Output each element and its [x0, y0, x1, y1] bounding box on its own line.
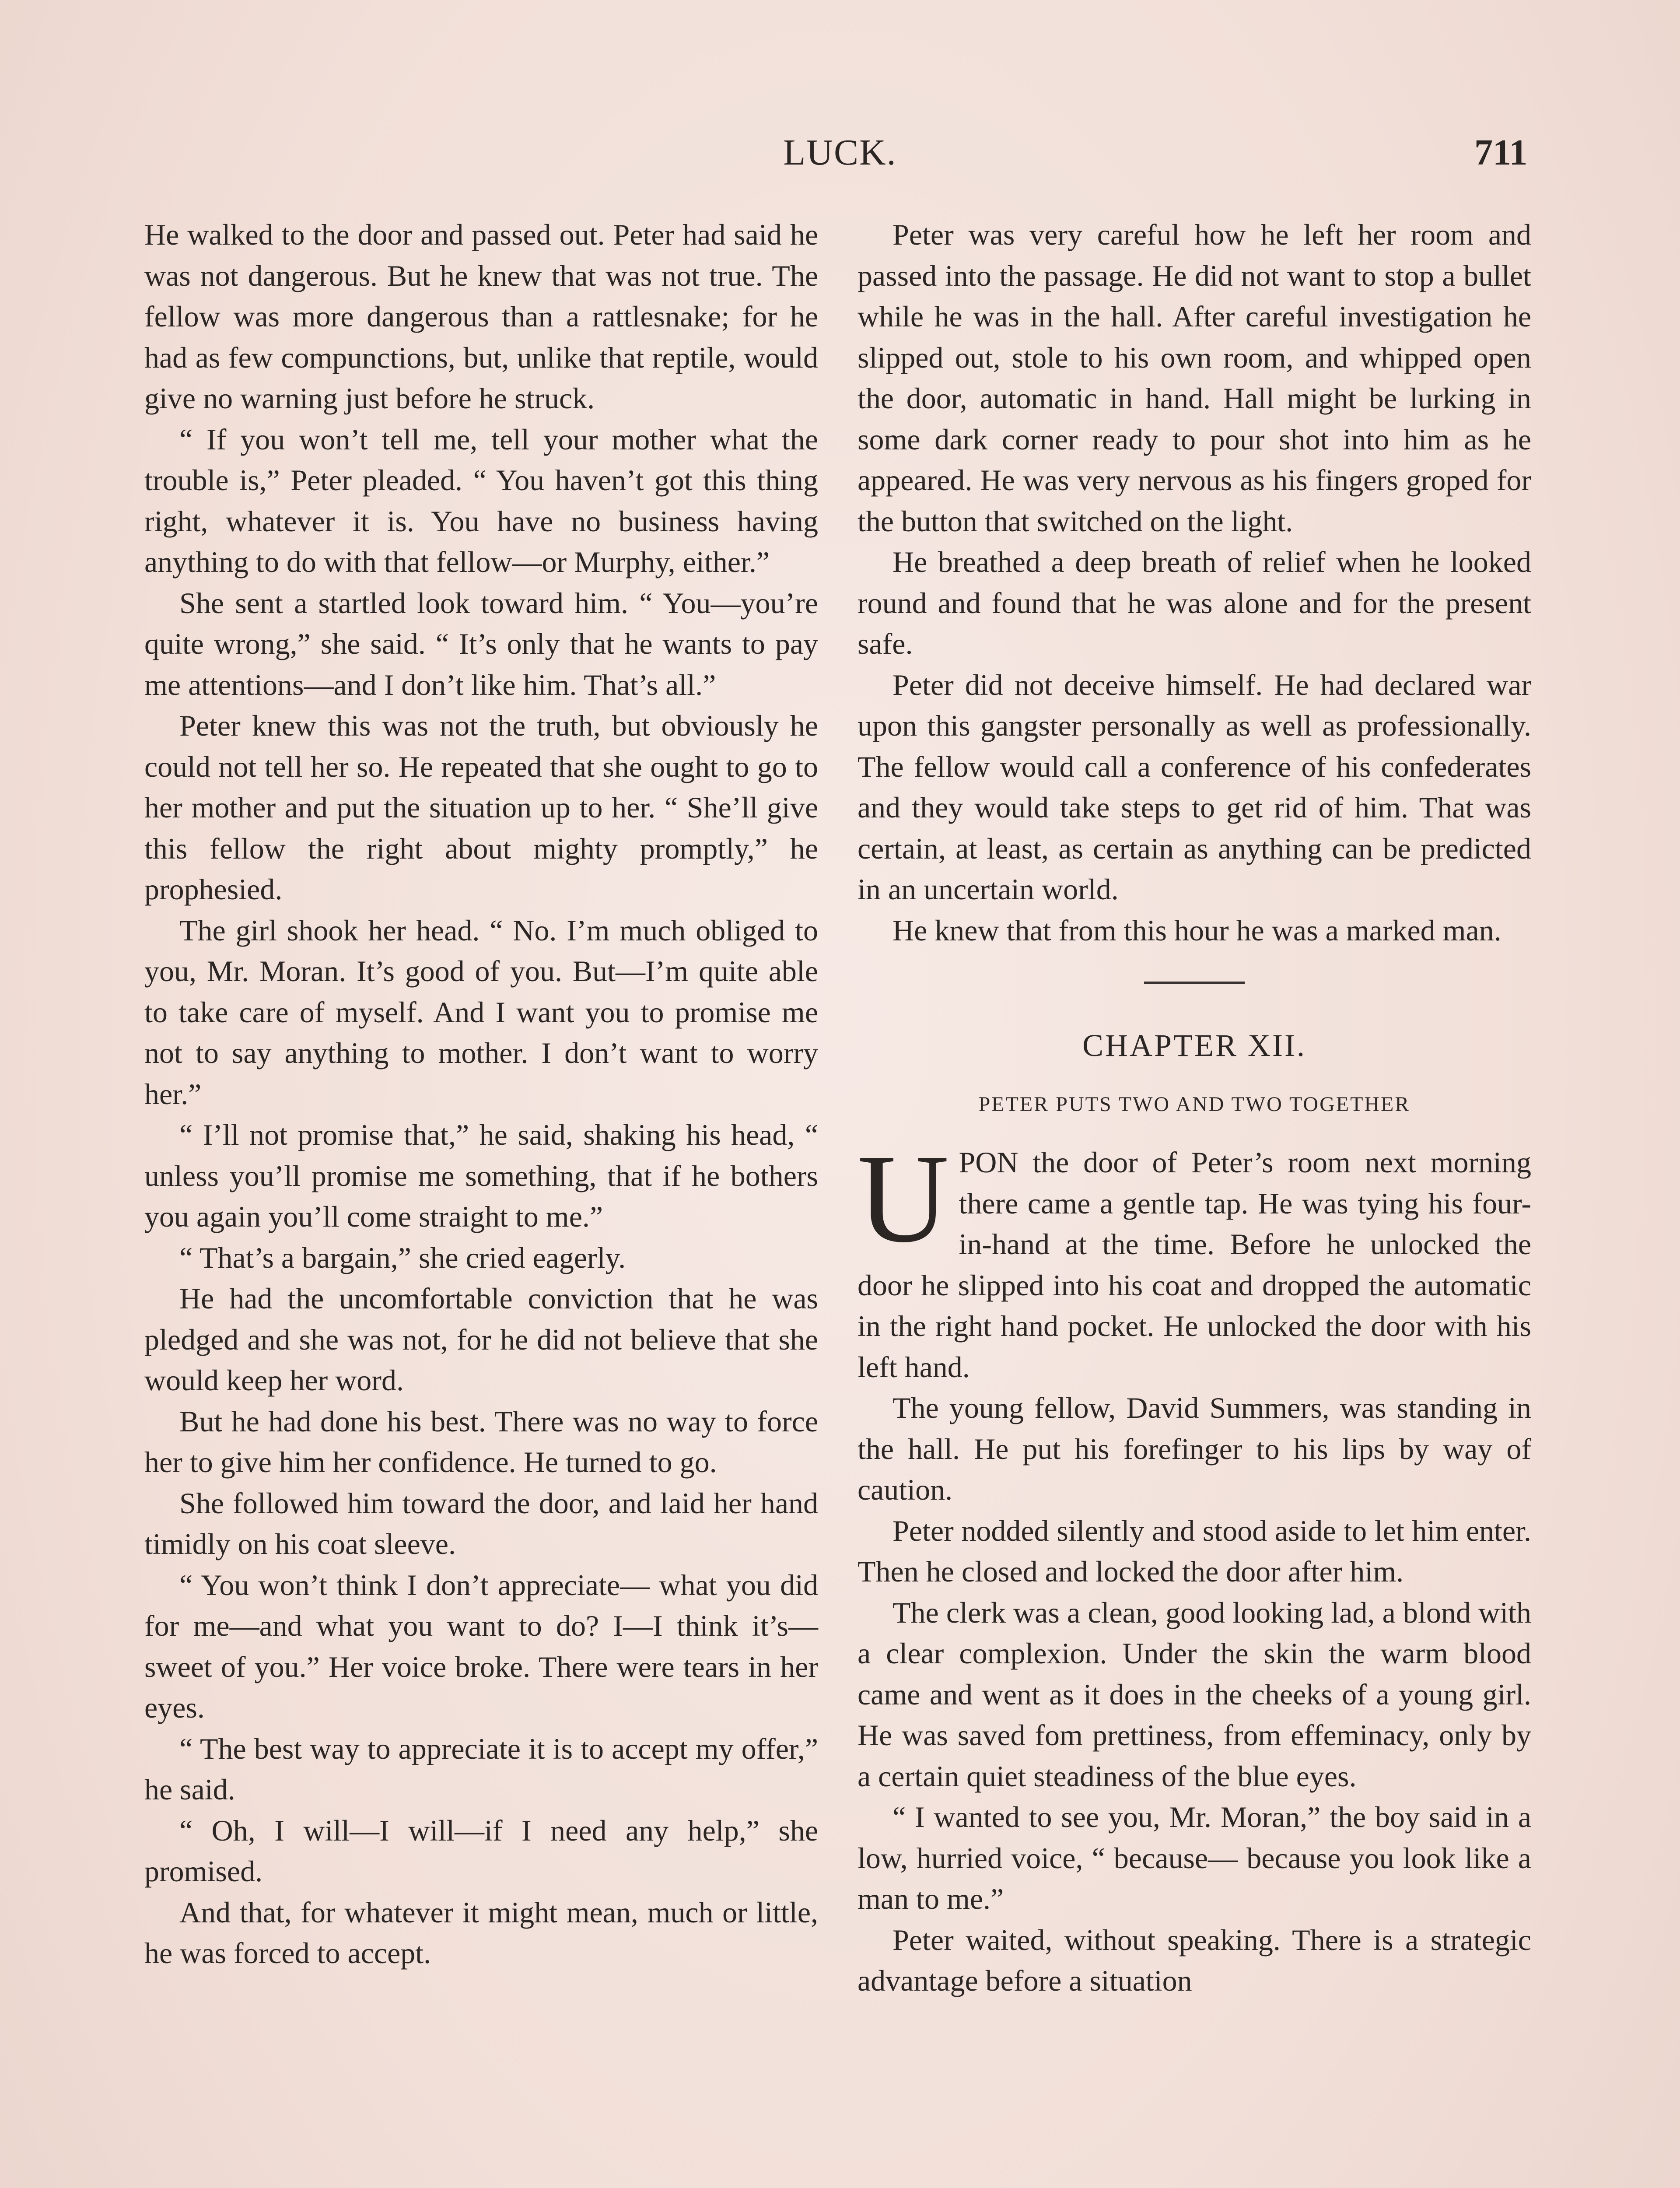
drop-cap: U: [858, 1128, 949, 1269]
page-number: 711: [1474, 132, 1528, 173]
paragraph: “ That’s a bargain,” she cried eagerly.: [179, 1241, 626, 1274]
opening-text: PON the door of Peter’s room next morning there came a gentle tap. He was tying his four-in-hand at the time. Before he unlocked the door he slipped into his coat and dropped the automatic in the right hand pocket. He unlocked the door with his left hand.: [858, 1146, 1531, 1384]
chapter-subtitle: PETER PUTS TWO AND TWO TOGETHER: [978, 1092, 1410, 1116]
paragraph: He knew that from this hour he was a marked man.: [892, 913, 1502, 947]
paragraph: The young fellow, David Summers, was standing in the hall. He put his forefinger to his lips by way of caution.: [858, 1391, 1531, 1506]
paragraph: Peter nodded silently and stood aside to let him enter. Then he closed and locked the door after him.: [858, 1514, 1531, 1588]
paragraph: “ I wanted to see you, Mr. Moran,” the boy said in a low, hurried voice, “ because— because you look like a man to me.”: [858, 1800, 1531, 1915]
paragraph: She sent a startled look toward him. “ You—you’re quite wrong,” she said. “ It’s only that he wants to pay me attentions—and I don’t like him. That’s all.”: [144, 586, 818, 701]
paragraph: She followed him toward the door, and laid her hand timidly on his coat sleeve.: [144, 1486, 818, 1560]
paragraph: Peter did not deceive himself. He had declared war upon this gangster personally as well as professionally. The fellow would call a conference of his confederates and they would take steps to get rid of him. That was certain, at least, as certain as anything can be predicted in an uncertain world.: [858, 668, 1531, 906]
paragraph: He walked to the door and passed out. Peter had said he was not dangerous. But he knew that was not true. The fellow was more dangerous than a rattlesnake; for he had as few compunctions, but, unlike that reptile, would give no warning just before he struck.: [144, 218, 818, 415]
paragraph: He had the uncomfortable conviction that he was pledged and she was not, for he did not believe that she would keep her word.: [144, 1282, 818, 1397]
paragraph: “ If you won’t tell me, tell your mother what the trouble is,” Peter pleaded. “ You haven’t got this thing right, whatever it is. You have no business having anything to do with that fellow—or Murphy, either.”: [144, 422, 818, 579]
running-head: LUCK.: [783, 132, 897, 173]
left-column: [144, 214, 818, 1974]
section-divider: [1144, 982, 1245, 984]
paragraph: And that, for whatever it might mean, much or little, he was forced to accept.: [144, 1895, 818, 1970]
chapter-title: CHAPTER XII.: [1082, 1028, 1306, 1063]
paragraph: He breathed a deep breath of relief when he looked round and found that he was alone and for the present safe.: [858, 545, 1531, 660]
paragraph: The clerk was a clean, good looking lad, a blond with a clear complexion. Under the skin the warm blood came and went as it does in the cheeks of a young girl. He was saved fom prettiness, from effeminacy, only by a certain quiet steadiness of the blue eyes.: [858, 1595, 1531, 1793]
paragraph: The girl shook her head. “ No. I’m much obliged to you, Mr. Moran. It’s good of you. But—I’m quite able to take care of myself. And I want you to promise me not to say anything to mother. I don’t want to worry her.”: [144, 913, 818, 1111]
paragraph: Peter waited, without speaking. There is a strategic advantage before a situation: [858, 1923, 1531, 1997]
paragraph: “ The best way to appreciate it is to accept my offer,” he said.: [144, 1732, 818, 1806]
paragraph: Peter knew this was not the truth, but obviously he could not tell her so. He repeated that she ought to go to her mother and put the situation up to her. “ She’ll give this fellow the right about mighty promptly,” he prophesied.: [144, 709, 818, 906]
paragraph: “ Oh, I will—I will—if I need any help,” she promised.: [144, 1813, 818, 1888]
paragraph: But he had done his best. There was no way to force her to give him her confidence. He turned to go.: [144, 1404, 818, 1479]
paragraph: “ I’ll not promise that,” he said, shaking his head, “ unless you’ll promise me something, that if he bothers you again you’ll come straight to me.”: [144, 1118, 818, 1233]
chapter-opening-paragraph: [858, 1128, 1531, 1388]
right-column: [858, 214, 1531, 2002]
paragraph: “ You won’t think I don’t appreciate— what you did for me—and what you want to do? I—I think it’s—sweet of you.” Her voice broke. There were tears in her eyes.: [144, 1568, 818, 1724]
paragraph: Peter was very careful how he left her room and passed into the passage. He did not want to stop a bullet while he was in the hall. After careful investigation he slipped out, stole to his own room, and whipped open the door, automatic in hand. Hall might be lurking in some dark corner ready to pour shot into him as he appeared. He was very nervous as his fingers groped for the button that switched on the light.: [858, 218, 1531, 538]
